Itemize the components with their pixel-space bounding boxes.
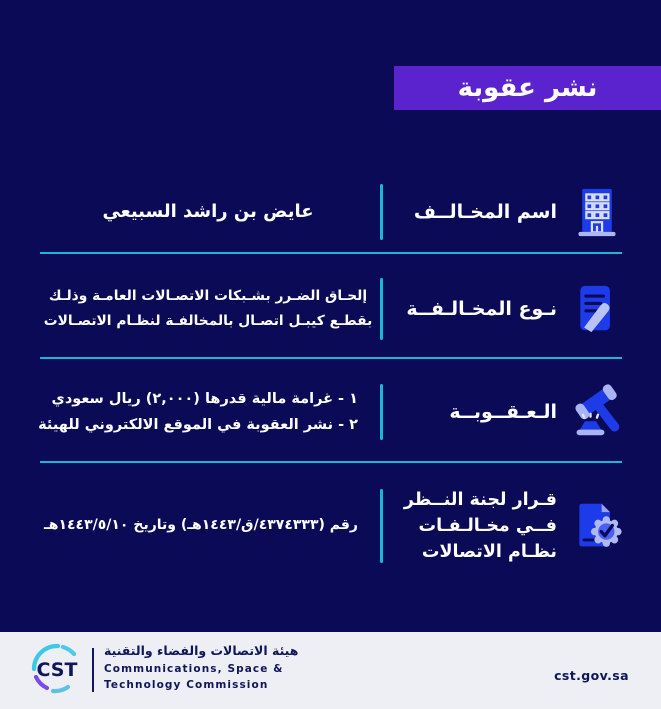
cst-logo-text: CST [36, 659, 78, 681]
row-violator-name [36, 176, 625, 248]
field-value: رقم (٤٣٧٤٣٣٣/ق/١٤٤٣هـ) وتاريخ ١٤٤٣/٥/١٠هـ [43, 517, 358, 534]
gavel-icon [569, 383, 625, 441]
field-value: ١ - غرامة مالية قدرها (٢,٠٠٠) ريال سعودي ٢ - نشر العقوبة في الموقع الالكتروني للهيئة [38, 390, 358, 433]
vertical-divider [380, 489, 383, 563]
vertical-divider [380, 278, 383, 340]
field-label: اسم المخـالــف [413, 200, 557, 223]
field-label: قـرار لجنة النــظر فــي مخـالـفـات نظـام الاتصالات [403, 489, 557, 563]
row-violation-type [36, 268, 625, 350]
document-pen-icon [569, 280, 625, 338]
banner-title: نشر عقوبة [457, 73, 598, 103]
row-penalty [36, 374, 625, 450]
building-icon [569, 183, 625, 241]
org-name [104, 643, 298, 694]
field-value: عايض بن راشد السبيعي [102, 200, 314, 222]
vertical-divider [380, 384, 383, 440]
row-committee-decision [36, 476, 625, 576]
row-separator [40, 252, 622, 254]
penalty-banner [394, 66, 661, 110]
cst-logo-icon [28, 640, 86, 698]
field-value: إلحـاق الضـرر بشـبكات الاتصـالات العامـة وذلـك بقطـع كيبـل اتصـال بالمخالفـة لنظـام الاتصـالات [43, 288, 373, 329]
field-label: الـعـقــوبــة [449, 400, 557, 423]
field-label: نـوع المخـالـفــة [406, 297, 557, 320]
row-separator [40, 461, 622, 463]
row-separator [40, 357, 622, 359]
footer [0, 632, 661, 709]
document-gear-check-icon [569, 497, 625, 555]
website-text: cst.gov.sa [554, 668, 629, 683]
footer-divider [92, 648, 94, 692]
vertical-divider [380, 184, 383, 240]
org-name-english: Communications, Space & Technology Commission [104, 663, 284, 692]
org-name-arabic: هيئة الاتصالات والفضاء والتقنية [104, 643, 299, 658]
